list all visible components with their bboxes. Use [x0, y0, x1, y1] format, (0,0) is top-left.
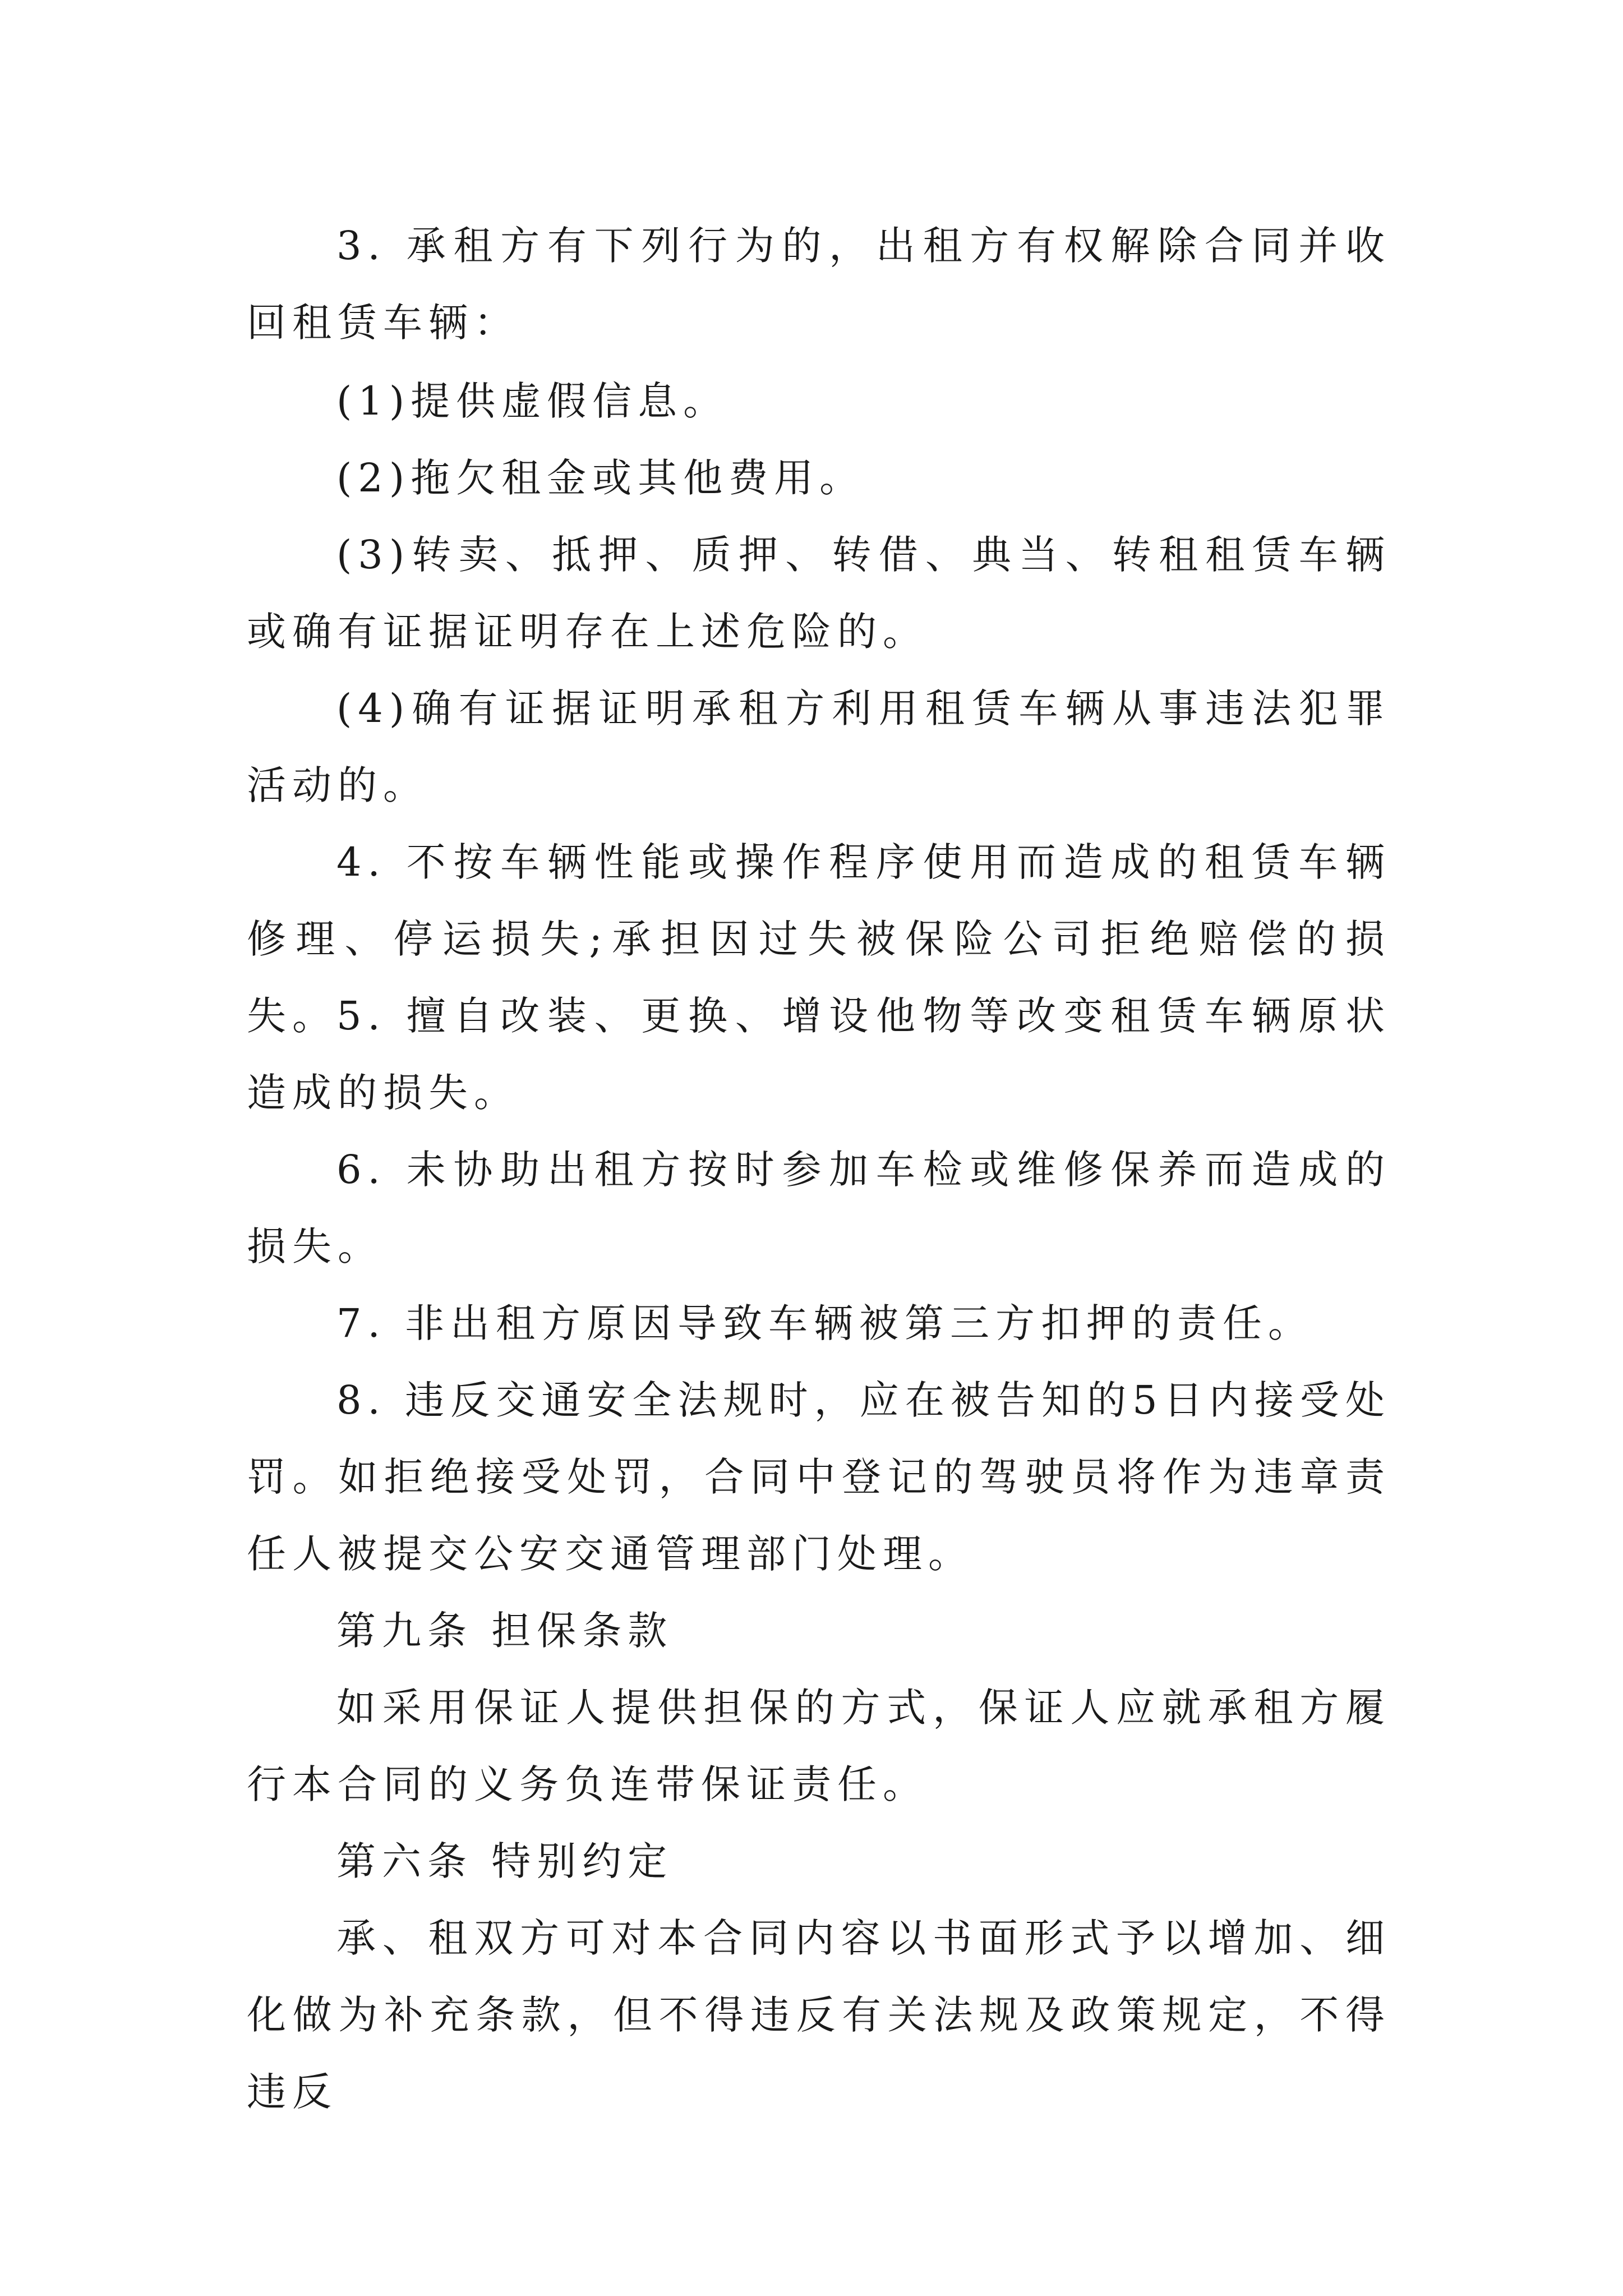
- paragraph-item-8: 8. 违反交通安全法规时，应在被告知的5日内接受处罚。如拒绝接受处罚，合同中登记的驾驶员将作为违章责任人被提交公安交通管理部门处理。: [247, 1377, 1391, 1577]
- section-heading-article-6: 第六条 特别约定: [336, 1838, 674, 1884]
- paragraph-subitem-1: (1)提供虚假信息。: [336, 378, 729, 424]
- paragraph-subitem-4: (4)确有证据证明承租方利用租赁车辆从事违法犯罪活动的。: [247, 685, 1391, 808]
- paragraph-special-terms: 承、租双方可对本合同内容以书面形式予以增加、细化做为补充条款，但不得违反有关法规及政策规定，不得违反: [247, 1915, 1391, 2115]
- paragraph-item-4: 4. 不按车辆性能或操作程序使用而造成的租赁车辆修理、停运损失;承担因过失被保险公司拒绝赔偿的损失。: [247, 839, 1391, 1039]
- paragraph-item-7: 7. 非出租方原因导致车辆被第三方扣押的责任。: [336, 1300, 1314, 1346]
- paragraph-guarantee: 如采用保证人提供担保的方式，保证人应就承租方履行本合同的义务负连带保证责任。: [247, 1685, 1391, 1807]
- section-heading-article-9: 第九条 担保条款: [336, 1608, 674, 1654]
- paragraph-subitem-2: (2)拖欠租金或其他费用。: [336, 455, 865, 501]
- paragraph-subitem-3: (3)转卖、抵押、质押、转借、典当、转租租赁车辆或确有证据证明存在上述危险的。: [247, 532, 1391, 655]
- paragraph-item-3: 3. 承租方有下列行为的，出租方有权解除合同并收回租赁车辆：: [247, 223, 1391, 346]
- paragraph-item-5: 5. 擅自改装、更换、增设他物等改变租赁车辆原状造成的损失。: [247, 993, 1391, 1116]
- paragraph-item-6: 6. 未协助出租方按时参加车检或维修保养而造成的损失。: [247, 1147, 1391, 1269]
